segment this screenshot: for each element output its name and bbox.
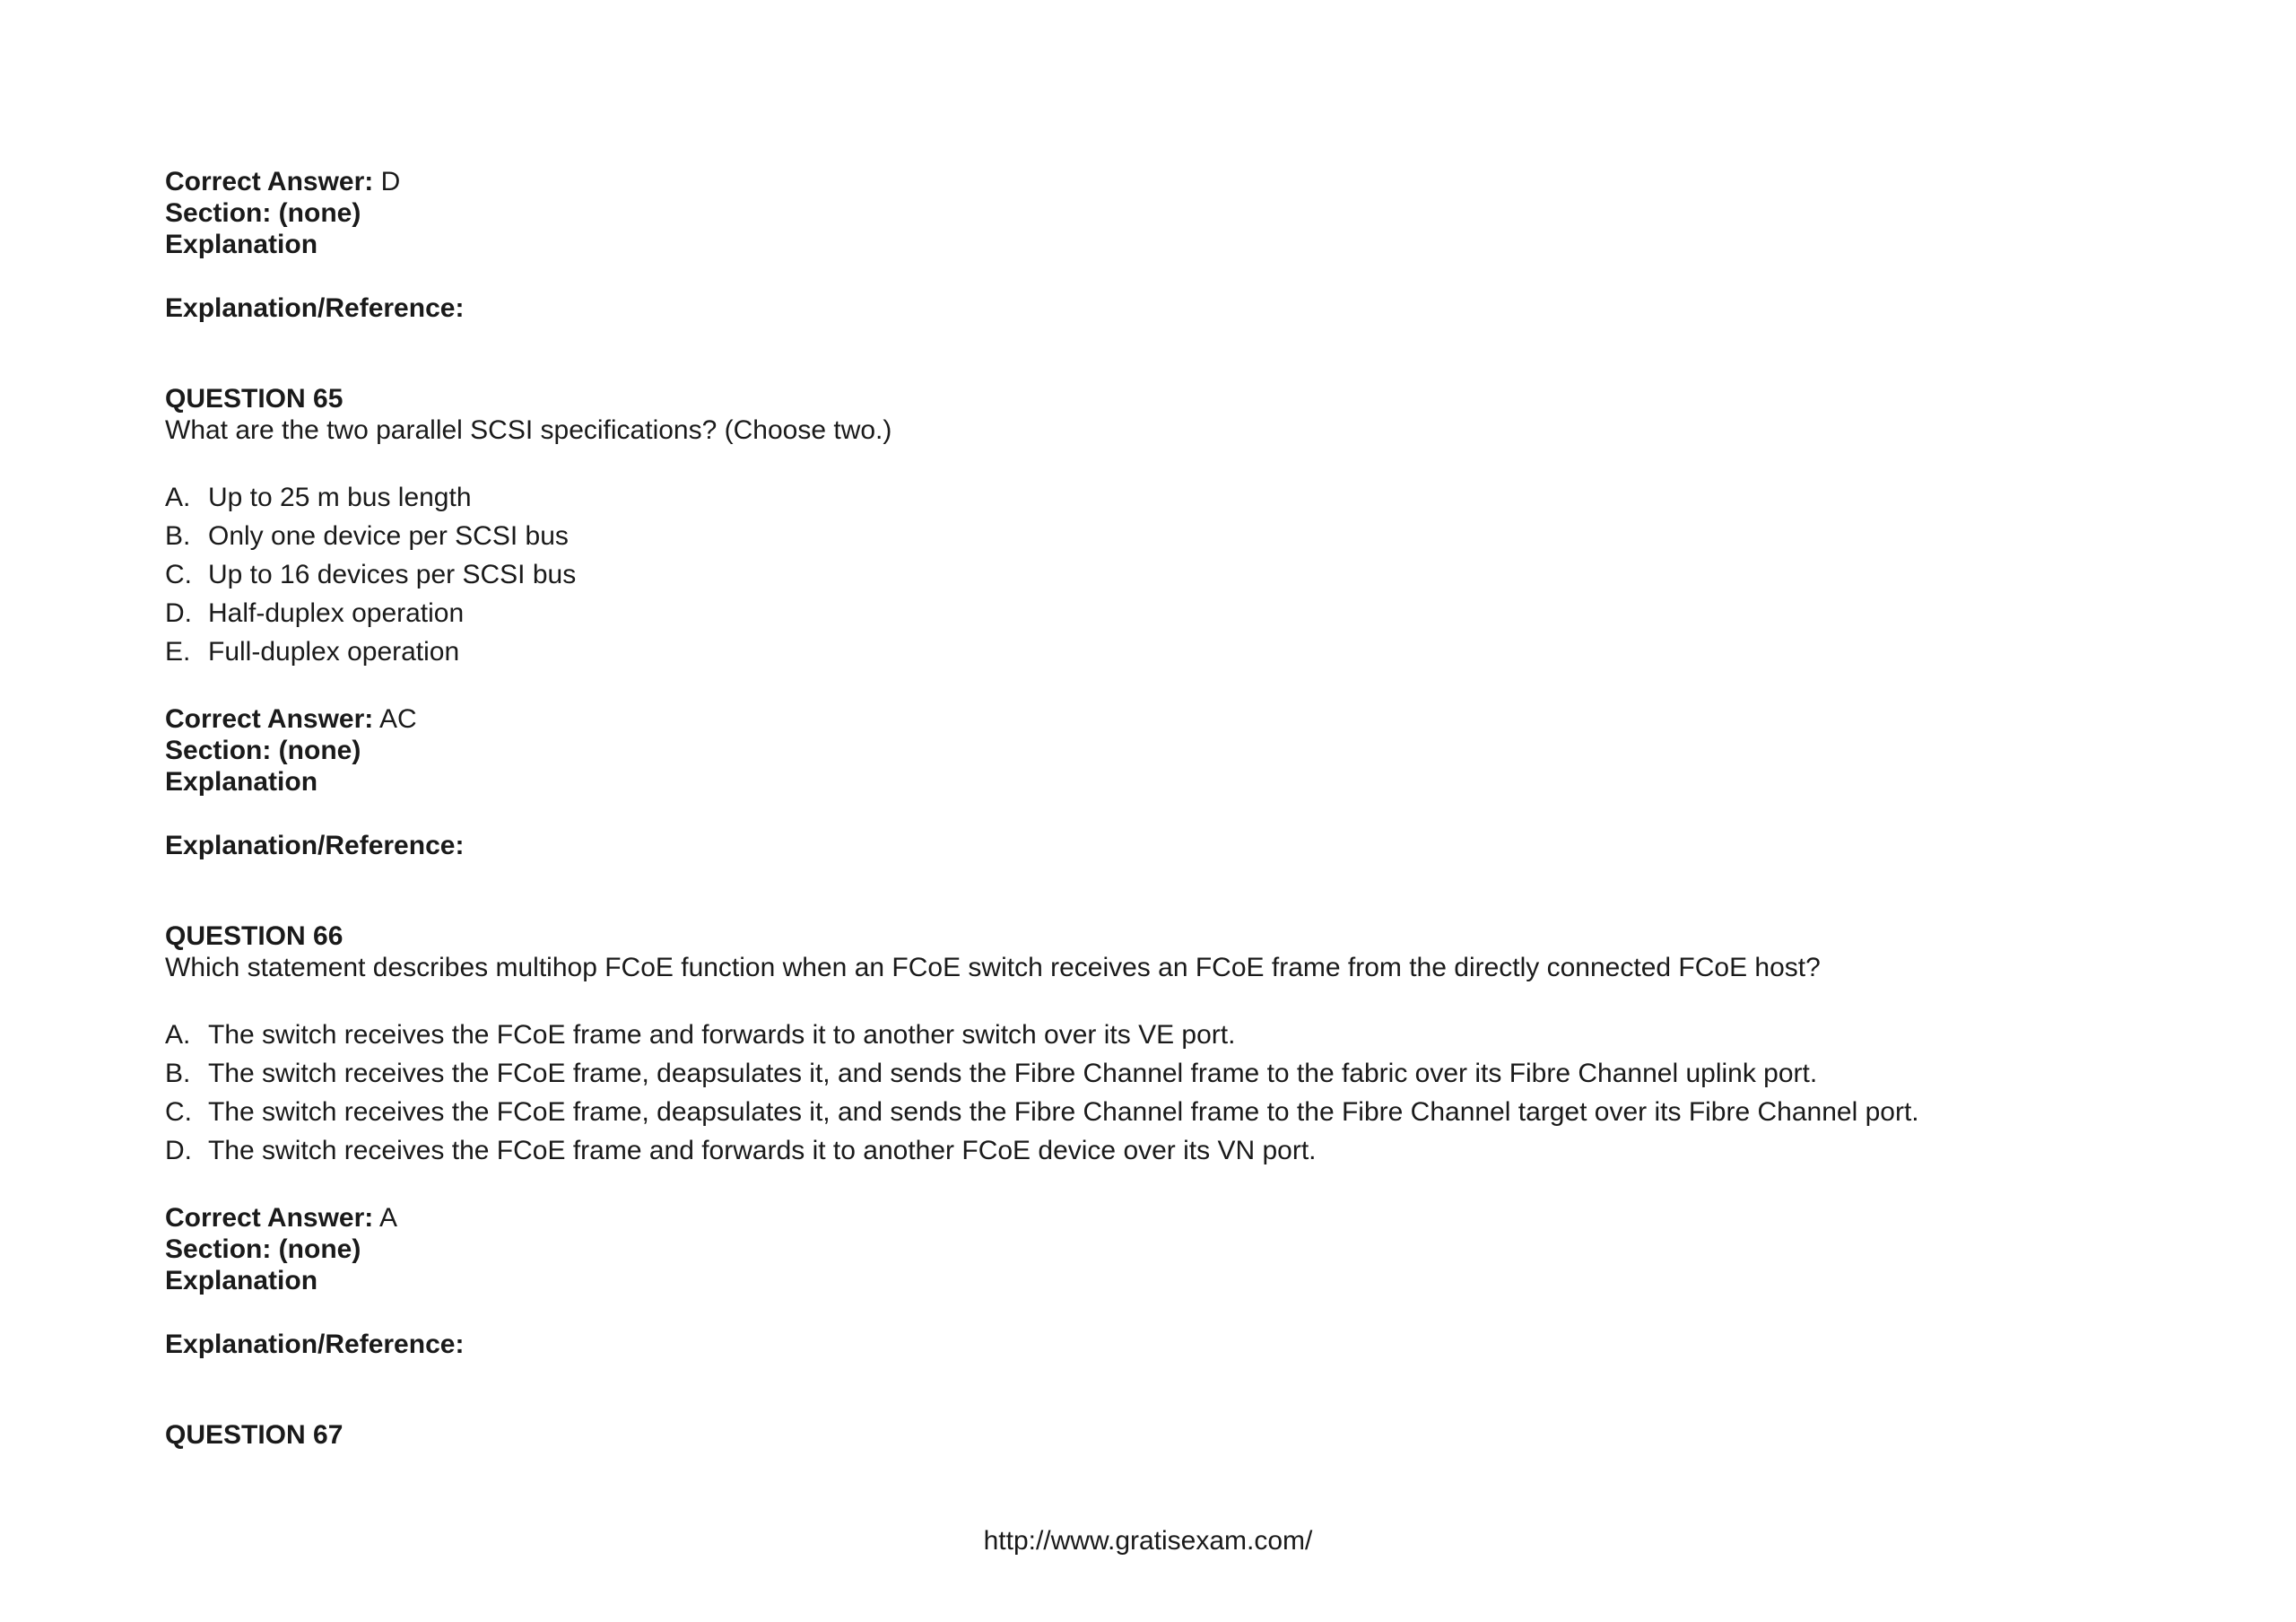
- explanation-reference-label: Explanation/Reference:: [165, 293, 465, 323]
- correct-answer-label: Correct Answer:: [165, 1203, 374, 1233]
- option-letter: B.: [165, 521, 191, 551]
- option-text: Only one device per SCSI bus: [208, 521, 569, 551]
- option-text: Half-duplex operation: [208, 598, 465, 628]
- option-c: [165, 555, 2183, 594]
- explanation-label: Explanation: [165, 230, 318, 259]
- correct-answer-line: [165, 166, 2183, 197]
- option-letter: A.: [165, 483, 191, 512]
- correct-answer-value: D: [373, 167, 401, 196]
- question-title: QUESTION 66: [165, 921, 344, 951]
- option-text: The switch receives the FCoE frame, deapsulates it, and sends the Fibre Channel frame to the Fibre Channel target over its Fibre Channel port.: [208, 1097, 1919, 1127]
- explanation-label: Explanation: [165, 1266, 318, 1295]
- question-text: Which statement describes multihop FCoE function when an FCoE switch receives an FCoE frame from the directly connected FCoE host?: [165, 953, 1821, 982]
- option-letter: E.: [165, 637, 191, 667]
- option-text: Up to 25 m bus length: [208, 483, 472, 512]
- option-letter: C.: [165, 1097, 192, 1127]
- option-a: [165, 478, 2183, 517]
- option-d: [165, 594, 2183, 632]
- document-page: [165, 166, 2183, 1451]
- option-letter: A.: [165, 1020, 191, 1050]
- explanation-label: Explanation: [165, 767, 318, 797]
- correct-answer-value: A: [373, 1203, 397, 1233]
- option-c: [165, 1093, 2183, 1131]
- option-letter: D.: [165, 598, 192, 628]
- option-a: [165, 1016, 2183, 1054]
- explanation-reference-label: Explanation/Reference:: [165, 1330, 465, 1359]
- answer-options: [165, 1016, 2183, 1170]
- section-label: Section: (none): [165, 736, 361, 765]
- question-title: QUESTION 65: [165, 384, 344, 414]
- correct-answer-value: AC: [373, 704, 417, 734]
- question-title: QUESTION 67: [165, 1420, 344, 1450]
- footer-url[interactable]: http://www.gratisexam.com/: [983, 1526, 1313, 1556]
- correct-answer-label: Correct Answer:: [165, 167, 374, 196]
- option-letter: C.: [165, 560, 192, 589]
- option-text: Full-duplex operation: [208, 637, 460, 667]
- explanation-reference-label: Explanation/Reference:: [165, 831, 465, 860]
- option-b: [165, 1054, 2183, 1093]
- option-d: [165, 1131, 2183, 1170]
- correct-answer-line: [165, 703, 2183, 735]
- option-letter: D.: [165, 1136, 192, 1165]
- correct-answer-line: [165, 1202, 2183, 1234]
- option-text: The switch receives the FCoE frame and forwards it to another switch over its VE port.: [208, 1020, 1236, 1050]
- option-letter: B.: [165, 1059, 191, 1088]
- correct-answer-label: Correct Answer:: [165, 704, 374, 734]
- option-e: [165, 632, 2183, 671]
- option-text: Up to 16 devices per SCSI bus: [208, 560, 577, 589]
- question-text: What are the two parallel SCSI specifications? (Choose two.): [165, 415, 892, 445]
- section-label: Section: (none): [165, 198, 361, 228]
- option-text: The switch receives the FCoE frame, deapsulates it, and sends the Fibre Channel frame to the fabric over its Fibre Channel uplink port.: [208, 1059, 1818, 1088]
- option-b: [165, 517, 2183, 555]
- option-text: The switch receives the FCoE frame and forwards it to another FCoE device over its VN port.: [208, 1136, 1317, 1165]
- answer-options: [165, 478, 2183, 671]
- section-label: Section: (none): [165, 1234, 361, 1264]
